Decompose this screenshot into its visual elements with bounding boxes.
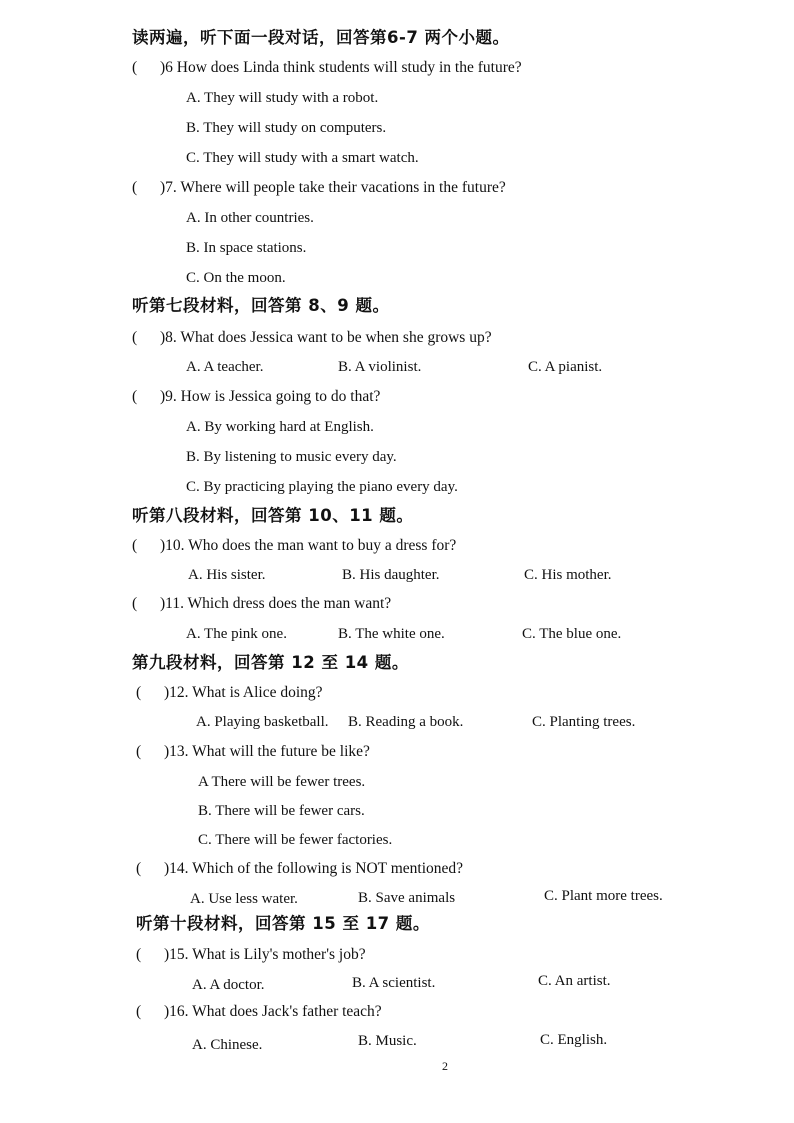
page-number: 2 [442, 1059, 448, 1073]
option-b: B. A scientist. [352, 975, 436, 991]
question-text: )6 How does Linda think students will study in the future? [160, 59, 522, 76]
question-text: )16. What does Jack's father teach? [164, 1003, 382, 1020]
answer-blank: ( [132, 59, 138, 76]
question-text: )11. Which dress does the man want? [160, 595, 392, 612]
option-a: A. The pink one. [186, 626, 287, 642]
option-c: C. By practicing playing the piano every day. [186, 479, 458, 495]
option-a: A. A doctor. [192, 977, 265, 993]
option-c: C. A pianist. [528, 359, 603, 375]
option-c: C. They will study with a smart watch. [186, 150, 419, 166]
option-a: A. Use less water. [190, 891, 298, 907]
answer-blank: ( [136, 860, 142, 877]
option-b: B. Save animals [358, 890, 456, 906]
answer-blank: ( [136, 1003, 142, 1020]
option-c: C. The blue one. [522, 626, 622, 642]
option-b: B. By listening to music every day. [186, 449, 397, 465]
section-heading: 听第七段材料，回答第 8、9 题。 [132, 296, 390, 315]
question-12 [136, 683, 323, 703]
option-b: B. His daughter. [342, 567, 440, 583]
section-heading: 读两遍，听下面一段对话，回答第6-7 两个小题。 [132, 28, 510, 47]
answer-blank: ( [136, 743, 142, 760]
answer-blank: ( [132, 329, 138, 346]
option-a: A There will be fewer trees. [198, 774, 366, 790]
question-8 [132, 328, 492, 348]
question-text: )13. What will the future be like? [164, 743, 370, 760]
question-16 [136, 1002, 382, 1022]
option-c: C. On the moon. [186, 270, 286, 286]
question-text: )7. Where will people take their vacations in the future? [160, 179, 506, 196]
option-b: B. A violinist. [338, 359, 422, 375]
question-11 [132, 594, 391, 614]
question-text: )9. How is Jessica going to do that? [160, 388, 381, 405]
option-b: B. In space stations. [186, 240, 307, 256]
section-heading: 听第十段材料，回答第 15 至 17 题。 [136, 914, 430, 933]
answer-blank: ( [132, 595, 138, 612]
option-a: A. They will study with a robot. [186, 90, 379, 106]
option-a: A. Playing basketball. [196, 714, 329, 730]
answer-blank: ( [132, 537, 138, 554]
option-c: C. There will be fewer factories. [198, 832, 393, 848]
option-a: A. In other countries. [186, 210, 314, 226]
option-a: A. Chinese. [192, 1037, 263, 1053]
question-13 [136, 742, 370, 762]
question-text: )8. What does Jessica want to be when she grows up? [160, 329, 492, 346]
option-c: C. Plant more trees. [544, 888, 663, 904]
option-b: B. Music. [358, 1033, 417, 1049]
answer-blank: ( [132, 388, 138, 405]
option-c: C. His mother. [524, 567, 612, 583]
section-heading: 听第八段材料，回答第 10、11 题。 [132, 506, 414, 525]
question-10 [132, 536, 456, 556]
answer-blank: ( [136, 684, 142, 701]
question-15 [136, 945, 366, 965]
option-a: A. A teacher. [186, 359, 264, 375]
option-c: C. English. [540, 1032, 608, 1048]
question-text: )12. What is Alice doing? [164, 684, 323, 701]
option-c: C. An artist. [538, 973, 611, 989]
answer-blank: ( [132, 179, 138, 196]
question-9 [132, 387, 380, 407]
answer-blank: ( [136, 946, 142, 963]
section-heading: 第九段材料，回答第 12 至 14 题。 [132, 653, 409, 672]
option-b: B. Reading a book. [348, 714, 464, 730]
option-b: B. There will be fewer cars. [198, 803, 365, 819]
question-text: )15. What is Lily's mother's job? [164, 946, 366, 963]
question-14 [136, 859, 463, 879]
option-b: B. They will study on computers. [186, 120, 387, 136]
question-6 [132, 58, 522, 78]
question-text: )14. Which of the following is NOT mentioned? [164, 860, 464, 877]
question-text: )10. Who does the man want to buy a dress for? [160, 537, 457, 554]
option-b: B. The white one. [338, 626, 445, 642]
option-a: A. His sister. [188, 567, 266, 583]
question-7 [132, 178, 506, 198]
option-a: A. By working hard at English. [186, 419, 374, 435]
option-c: C. Planting trees. [532, 714, 636, 730]
